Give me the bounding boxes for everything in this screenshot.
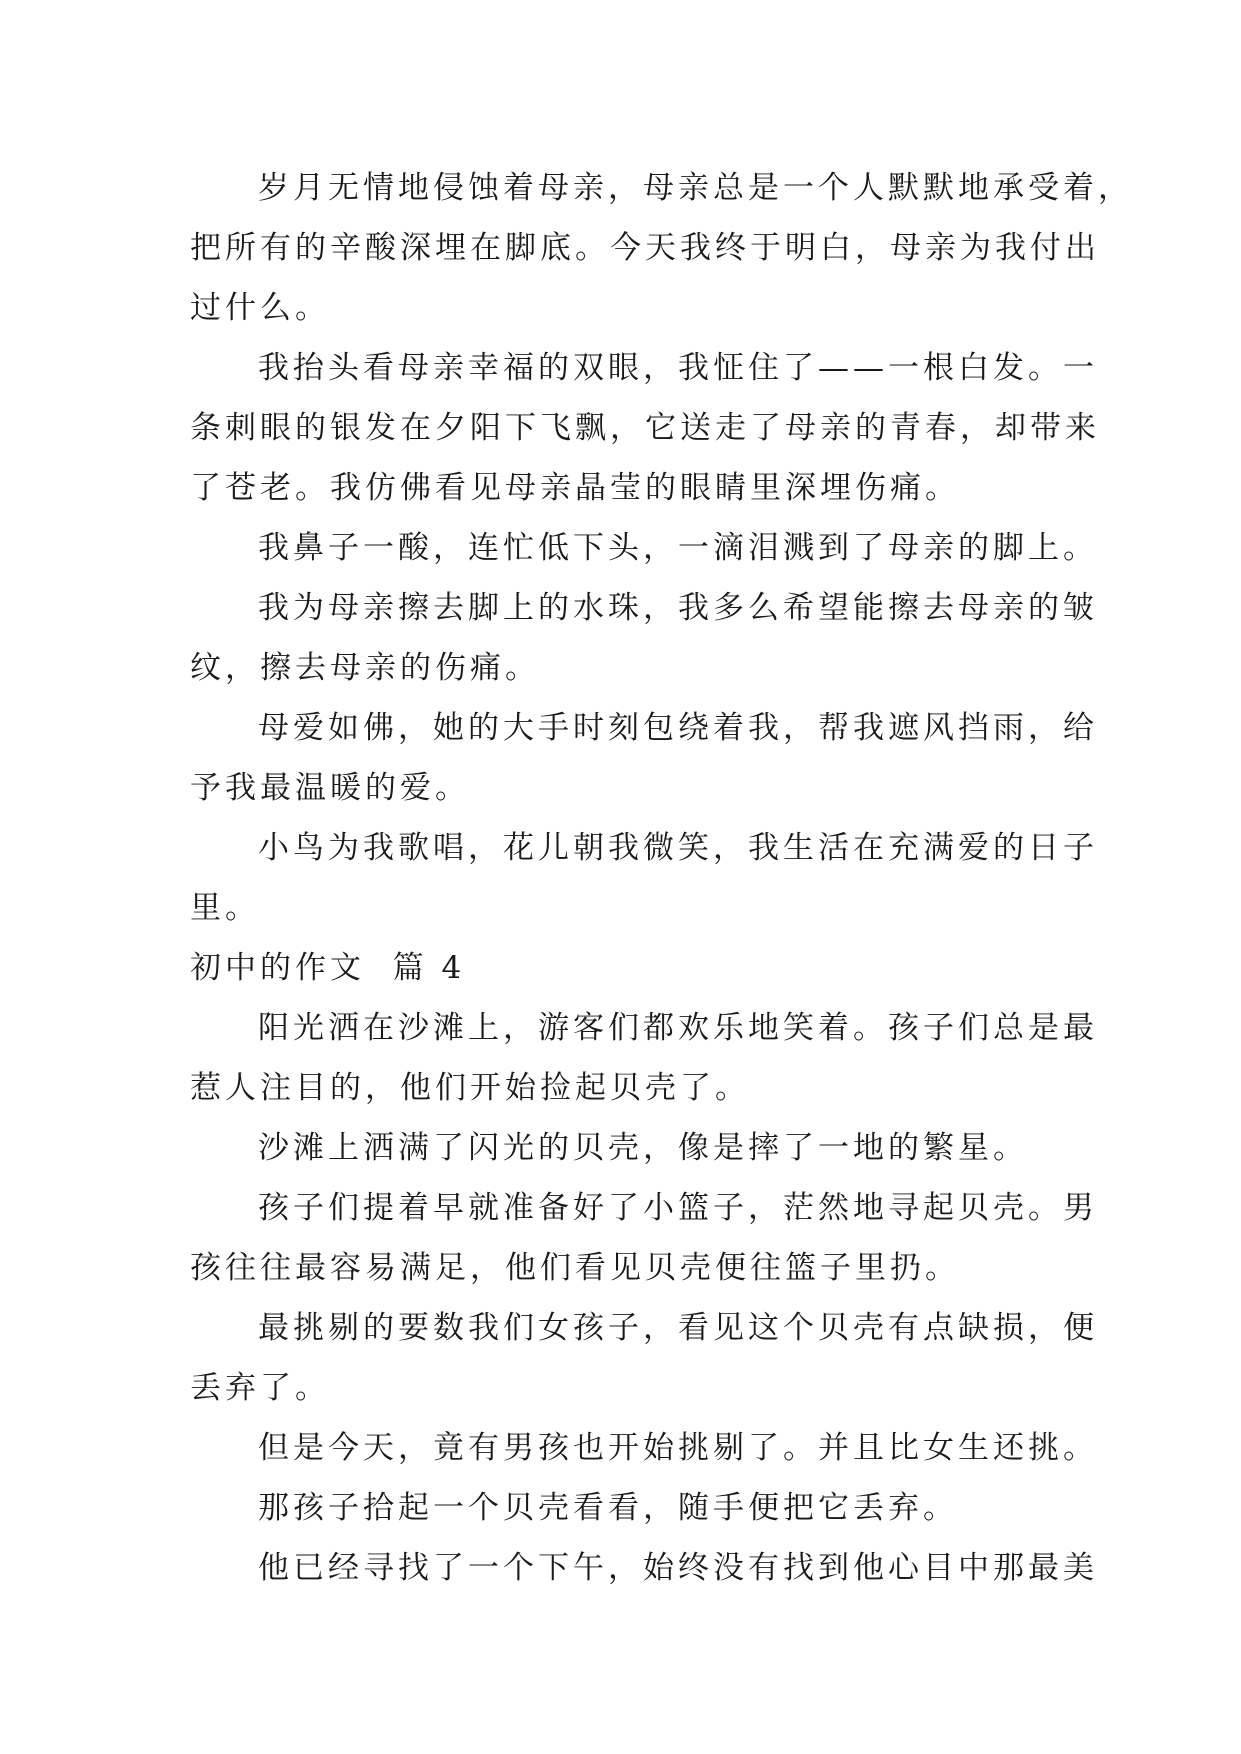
paragraph-line: 阳光洒在沙滩上，游客们都欢乐地笑着。孩子们总是最 (258, 1010, 1098, 1046)
paragraph-line: 那孩子拾起一个贝壳看看，随手便把它丢弃。 (258, 1490, 958, 1526)
paragraph-line: 丢弃了。 (190, 1370, 330, 1406)
paragraph-line: 里。 (190, 890, 260, 926)
paragraph-line: 但是今天，竟有男孩也开始挑剔了。并且比女生还挑。 (258, 1430, 1098, 1466)
paragraph-line: 惹人注目的，他们开始捡起贝壳了。 (190, 1070, 750, 1106)
paragraph-line: 沙滩上洒满了闪光的贝壳，像是摔了一地的繁星。 (258, 1130, 1028, 1166)
paragraph-line: 纹，擦去母亲的伤痛。 (190, 650, 540, 686)
paragraph-line: 予我最温暖的爱。 (190, 770, 470, 806)
paragraph-line: 他已经寻找了一个下午，始终没有找到他心目中那最美 (258, 1550, 1098, 1586)
paragraph-line: 岁月无情地侵蚀着母亲，母亲总是一个人默默地承受着， (258, 170, 1133, 206)
paragraph-line: 最挑剔的要数我们女孩子，看见这个贝壳有点缺损，便 (258, 1310, 1098, 1346)
paragraph-line: 小鸟为我歌唱，花儿朝我微笑，我生活在充满爱的日子 (258, 830, 1098, 866)
paragraph-line: 母爱如佛，她的大手时刻包绕着我，帮我遮风挡雨，给 (258, 710, 1098, 746)
paragraph-line: 过什么。 (190, 290, 330, 326)
paragraph-line: 我抬头看母亲幸福的双眼，我怔住了——一根白发。一 (258, 350, 1098, 386)
paragraph-line: 把所有的辛酸深埋在脚底。今天我终于明白，母亲为我付出 (190, 230, 1100, 266)
section-heading: 初中的作文 篇 4 (190, 950, 466, 986)
paragraph-line: 我鼻子一酸，连忙低下头，一滴泪溅到了母亲的脚上。 (258, 530, 1098, 566)
paragraph-line: 条刺眼的银发在夕阳下飞飘，它送走了母亲的青春，却带来 (190, 410, 1100, 446)
paragraph-line: 孩子们提着早就准备好了小篮子，茫然地寻起贝壳。男 (258, 1190, 1098, 1226)
paragraph-line: 我为母亲擦去脚上的水珠，我多么希望能擦去母亲的皱 (258, 590, 1098, 626)
paragraph-line: 孩往往最容易满足，他们看见贝壳便往篮子里扔。 (190, 1250, 960, 1286)
paragraph-line: 了苍老。我仿佛看见母亲晶莹的眼睛里深埋伤痛。 (190, 470, 960, 506)
